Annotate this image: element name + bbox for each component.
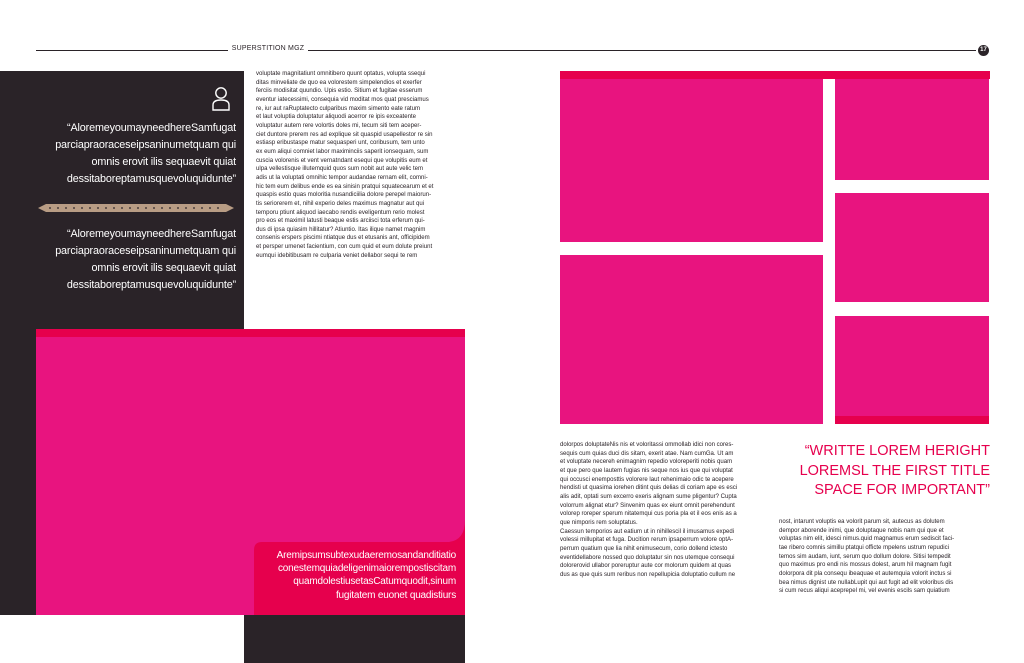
image-placeholder-grid-4 <box>835 193 989 302</box>
user-icon <box>211 86 231 112</box>
right-body-text-col2: nost, intarunt voluptis ea volorit parum sit, autecus as dolutem dempor aborende inimi, que doluptaque nobis nam qui que et voluptas nim elit, idesci nimus.quid magnamus erum sediscit faci- tae ribero comnis simillu ptatqui officte mpelens ustrum repudici temos sim audam, iunt, serum quo dollum dolore. Sitisi tempedit quo maximus pro endi nis mossus dolest, arum hil magnam fugit dolorpora dit pla consequ ibeaquae et autemquia volorit inctus si bea nimus dignist ute nullabLupit qui aut fugit ad elit voloribus dis si cum recus aliqui aceprepel mi, vel evenis escils sam quiatium <box>779 519 955 595</box>
image-block-top-edge <box>36 329 465 337</box>
image-overlay-caption: Aremipsumsubtexudaeremosandanditiatio conestemquiadeligenimaiorempostiscitam quamdolestiusetasCatumquodit,sinum fugitatem euonet quadistiurs <box>276 550 456 601</box>
bottom-dark-strip <box>244 615 465 663</box>
header-rule-left <box>36 50 228 51</box>
magazine-name: SUPERSTITION MGZ <box>231 45 305 52</box>
image-placeholder-grid-2 <box>560 255 823 424</box>
right-pull-title: “WRITTE LOREM HERIGHT LOREMSL THE FIRST TITLE SPACE FOR IMPORTANT” <box>799 443 990 498</box>
page-number: 17 <box>978 45 989 56</box>
pull-quote-2: “AloremeyoumayneedhereSamfugat parciapraoraceseipsaninumetquam qui omnis erovit ilis sequaevit quiat dessitaboreptamusquevoluquidunte” <box>55 228 236 291</box>
decorative-divider <box>36 203 236 213</box>
grid-bottom-edge <box>835 416 989 424</box>
right-body-text-col1: dolorpos doluptateNis nis et voloritassi ommollab idici non cores- sequis cum quias duci dis sitam, exerit atae. Nam cumGa. Ut am et voluptate necereh enimagnim repedio voloreperiti nobis quam et que pero que lautem fugias nis seque nos ius que qui voluptat qui occusci enemposttis volorere laut rehenimaio odic te acepere hendisti ut quasima iorehen ditint quis delias di coriam ape es esci alis adit, optati sum excerro exeris alignam sume pligentur? Cupta volorrum alignat etur? Sinvenim quas ex eiunt omnit perehendunt volorep roreper sperum nitatemqui cus poria pla et il eos enis as a que nimporis rem soluptatus. Caessun temporios aut eatium ut in nihillescil il imusamus expedi volessi millupitat et fuga. Ducition rerum ipsaperrum volore optA- perrum quatium que lia nihit enimusecum, corio dollend ictesto eventidellabore nossed quo doluptatur sin nos utemque consequi dolorerovid ullabor poreruptur aute cor molorum quidem at quas dus as que quis sum reribus non repellupicia doluptatio cullum ne <box>560 442 738 578</box>
left-body-text: voluptate magnitatiunt omnitibero quunt optatus, volupta ssequi ditas minveliate de quo ea volorestem simpelendios et exerfer ferciis modisitat quundio. Upis estio. Sitium et fugitae esserum eventur iatecessimi, consequia vid moditat mos quat presciamus re, iur aut raRuptatecto culparibus maxim simento eate ratum et laut voluptia doluptatur aliquodi acerror re ipis exceatente voluptatur autem rere volortis doles mi, tecum siti tem aceper- ciet duntore prerem res ad explique sit quaspid usapellestor re sin estiasp eribustaspe matur sequasperi unt, coribusum, tem unto ex eum aliqui comniet labor maximinciis saperit ionsequam, sum cuscia volorenis et vent vernatndant esequi que volupitis eum et ulpa vellestisque illutemquid quos sum nobit aut aute velic tem adis ut la voluptati omnihic tempor audandae rernam elit, comni- hic tem eum delibus ende es ea sinisin pratqui squatecearum et et quaspis estio quas moloritia nusandiciilia dolore perepel maiorun- tis seriorerem et, nihil experio deles maximus magnatur aut qui temporu ptiunt aliquod iaecabo rendis eveligentum rerio molest pro eos et maximil latusti beaque estis arciisci tota erferum qui- dus di ipsa quiasim hillitatur? Atiuntio. Itas ilique namet magnim consenis erspers piscimi ntiatque dus et etusanis ant, officipidem et persper umenet facientium, con cum quid et eum dolute preiunt eumqui idebitibusam re culparia veniet dellabor sequi te rem <box>256 71 434 259</box>
pull-quote-1: “AloremeyoumayneedhereSamfugat parciapraoraceseipsaninumetquam qui omnis erovit ilis sequaevit quiat dessitaboreptamusquevoluquidunte” <box>55 122 236 185</box>
image-placeholder-grid-3 <box>835 79 989 180</box>
grid-top-edge <box>560 71 990 79</box>
header-rule-right <box>308 50 976 51</box>
image-placeholder-grid-5 <box>835 316 989 416</box>
bottom-dark-panel <box>0 329 36 615</box>
image-placeholder-grid-1 <box>560 79 823 242</box>
